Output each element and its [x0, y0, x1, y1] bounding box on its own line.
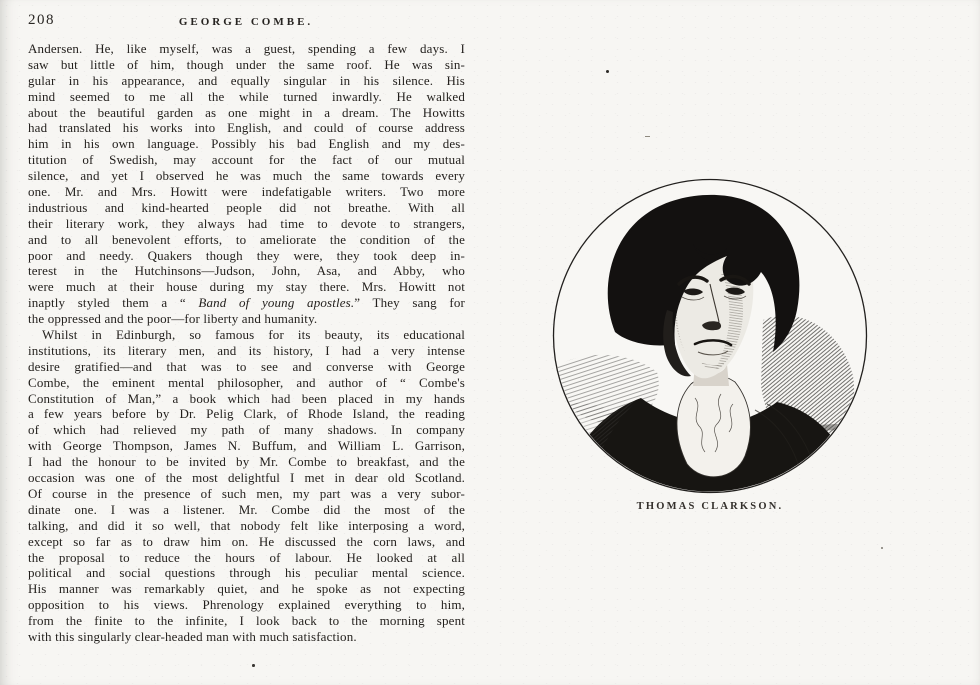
text-line: of which had relieved my path of many shadows. In company	[28, 422, 465, 438]
text-line: institutions, its literary men, and its history, I had a very intense	[28, 342, 465, 358]
text-line: with this singularly clear-headed man with much satisfaction.	[28, 628, 357, 644]
text-line: about the beautiful garden as one might in a dream. The Howitts	[28, 104, 465, 120]
text-line: saw but little of him, though under the same roof. He was sin-	[28, 56, 465, 72]
text-segment: inaptly styled them a “	[28, 295, 199, 311]
text-line: the oppressed and the poor—for liberty and humanity.	[28, 311, 318, 327]
paragraph	[28, 327, 465, 645]
paragraph	[28, 41, 465, 327]
text-line: poor and needy. Quakers though they were, they took deep in-	[28, 247, 465, 263]
text-line: talking, and did it so well, that nobody felt like interposing a word,	[28, 517, 465, 533]
text-line: opposition to his views. Phrenology explained everything to him,	[28, 597, 465, 613]
text-line: and to all benevolent efforts, to ameliorate the condition of the	[28, 231, 465, 247]
text-line	[28, 295, 465, 311]
text-column	[28, 41, 465, 645]
scan-speck	[881, 547, 883, 549]
text-line: mind seemed to me all the while turned inwardly. He walked	[28, 88, 465, 104]
text-line: occasion was one of the most delightful I met in dear old Scotland.	[28, 470, 465, 486]
text-line: the proposal to reduce the hours of labour. He looked at all	[28, 549, 465, 565]
text-line: Whilst in Edinburgh, so famous for its beauty, its educational	[42, 327, 465, 343]
text-line: industrious and kind-hearted people did not breathe. With all	[28, 199, 465, 215]
text-line: political and social questions through his peculiar mental science.	[28, 565, 465, 581]
italic-phrase: Band of young apostles.	[198, 295, 355, 311]
text-line: silence, and yet I observed he was much the same towards every	[28, 168, 465, 184]
page-number: 208	[28, 12, 55, 28]
text-line: desire gratified—and that was to see and converse with George	[28, 358, 465, 374]
scan-speck	[606, 70, 609, 73]
scan-speck	[645, 136, 650, 137]
text-line: Andersen. He, like myself, was a guest, spending a few days. I	[28, 41, 465, 56]
text-line: had translated his works into English, and could of course address	[28, 120, 465, 136]
text-segment: ” They sang for	[354, 295, 465, 311]
text-line: terest in the Hutchinsons—Judson, John, Asa, and Abby, who	[28, 263, 465, 279]
text-line: from the finite to the infinite, I look back to the morning spent	[28, 613, 465, 629]
scan-speck	[252, 664, 255, 667]
text-line: Constitution of Man,” a book which had been placed in my hands	[28, 390, 465, 406]
text-line: His manner was remarkably quiet, and he spoke as not expecting	[28, 581, 465, 597]
portrait-caption: THOMAS CLARKSON.	[636, 501, 784, 512]
text-line: I had the honour to be invited by Mr. Combe to breakfast, and the	[28, 454, 465, 470]
text-line: their literary work, they always had time to devote to strangers,	[28, 215, 465, 231]
text-line: except so far as to draw him on. He discussed the corn laws, and	[28, 533, 465, 549]
portrait-engraving-icon	[545, 172, 875, 502]
text-line: gular in his appearance, and equally singular in his silence. His	[28, 72, 465, 88]
text-line: him in his own language. Possibly his bad English and my des-	[28, 136, 465, 152]
text-line: dinate one. I was a listener. Mr. Combe did the most of the	[28, 501, 465, 517]
text-line: with George Thompson, James N. Buffum, and William L. Garrison,	[28, 438, 465, 454]
text-line: were much at their house during my stay there. Mrs. Howitt not	[28, 279, 465, 295]
text-line: Of course in the presence of such men, my part was a very subor-	[28, 485, 465, 501]
text-line: titution of Swedish, may account for the fact of our mutual	[28, 152, 465, 168]
text-line: one. Mr. and Mrs. Howitt were indefatigable writers. Two more	[28, 184, 465, 200]
running-header: GEORGE COMBE.	[178, 16, 314, 28]
text-line: a few years before by Dr. Pelig Clark, of Rhode Island, the reading	[28, 406, 465, 422]
text-line: Combe, the eminent mental philosopher, and author of “ Combe's	[28, 374, 465, 390]
